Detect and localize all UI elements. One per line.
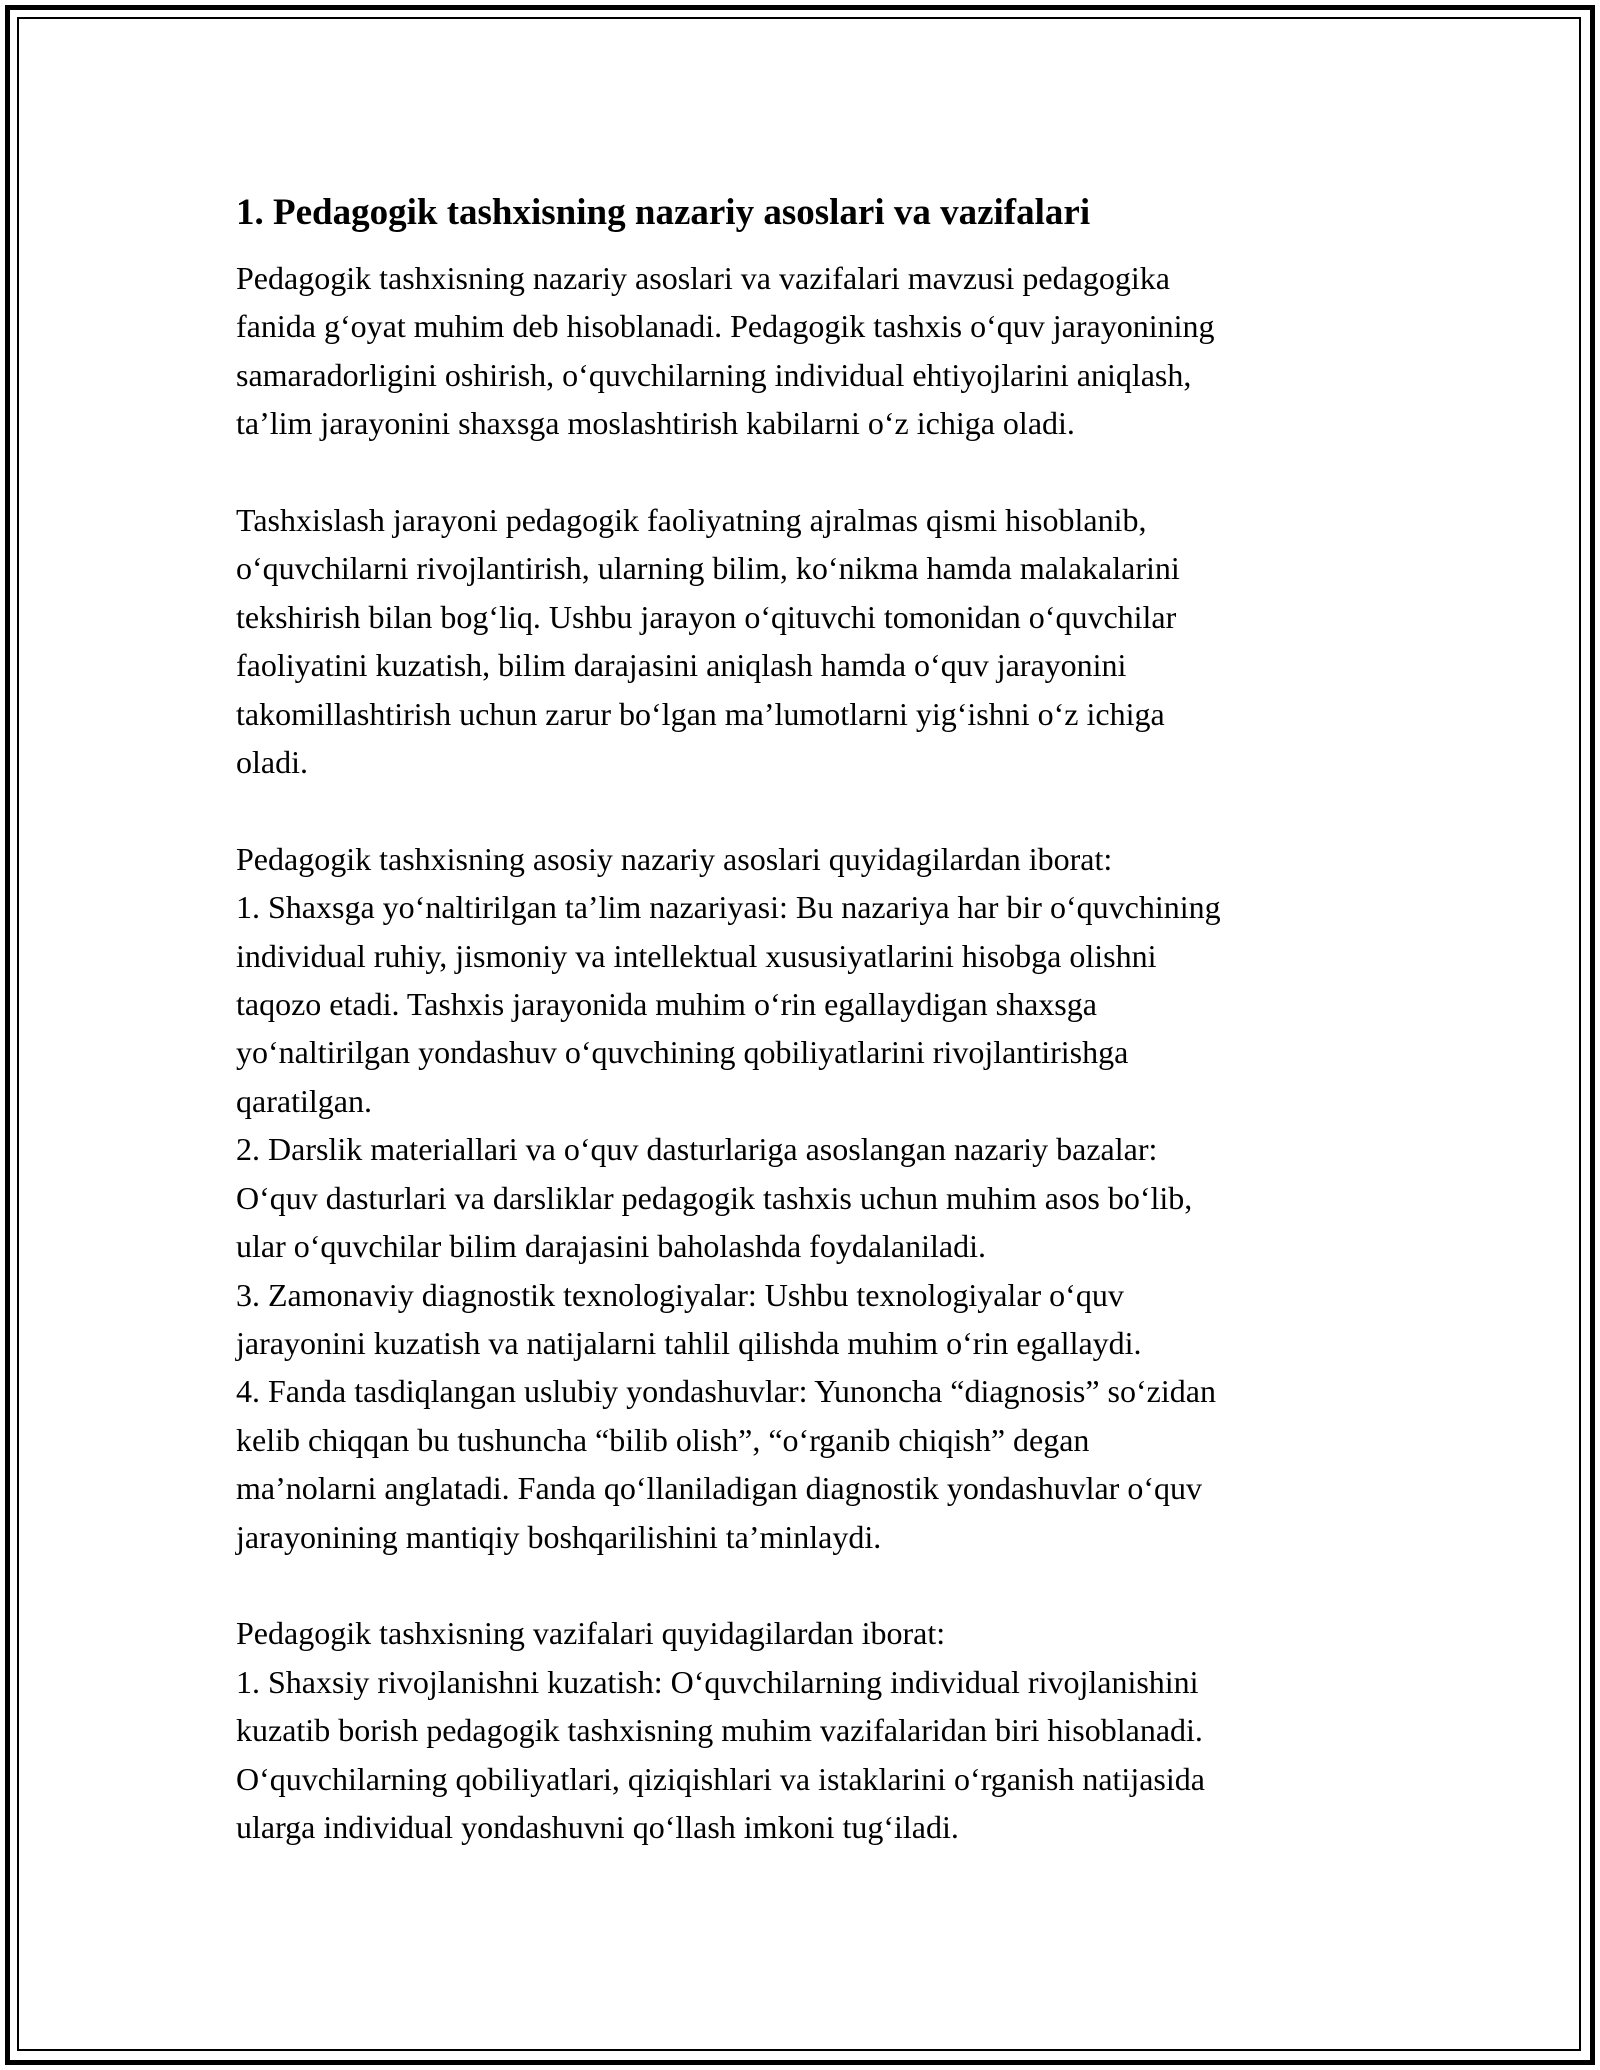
paragraph-theoretical-foundations <box>236 835 1416 1561</box>
list-item-line: taqozo etadi. Tashxis jarayonida muhim o‘rin egallaydigan shaxsga <box>236 986 1097 1023</box>
text-line: tekshirish bilan bog‘liq. Ushbu jarayon o‘qituvchi tomonidan o‘quvchilar <box>236 598 1177 635</box>
list-item-line: ular o‘quvchilar bilim darajasini baholashda foydalaniladi. <box>236 1228 986 1265</box>
document-body <box>236 188 1416 1851</box>
list-item-line: jarayonining mantiqiy boshqarilishini ta’minlaydi. <box>236 1518 882 1555</box>
list-item-line: O‘quvchilarning qobiliyatlari, qiziqishlari va istaklarini o‘rganish natijasida <box>236 1760 1205 1797</box>
list-item-line: 4. Fanda tasdiqlangan uslubiy yondashuvlar: Yunoncha “diagnosis” so‘zidan <box>236 1373 1216 1410</box>
list-item-line: 3. Zamonaviy diagnostik texnologiyalar: Ushbu texnologiyalar o‘quv <box>236 1276 1124 1313</box>
paragraph-intro <box>236 254 1416 448</box>
list-item-line: 2. Darslik materiallari va o‘quv dasturlariga asoslangan nazariy bazalar: <box>236 1131 1158 1168</box>
section-title: 1. Pedagogik tashxisning nazariy asoslari va vazifalari <box>236 192 1091 233</box>
text-line: fanida g‘oyat muhim deb hisoblanadi. Pedagogik tashxis o‘quv jarayonining <box>236 308 1215 345</box>
paragraph-process <box>236 496 1416 786</box>
list-item-line: 1. Shaxsiy rivojlanishni kuzatish: O‘quvchilarning individual rivojlanishini <box>236 1663 1199 1700</box>
list-item-line: O‘quv dasturlari va darsliklar pedagogik tashxis uchun muhim asos bo‘lib, <box>236 1179 1193 1216</box>
list-item-line: kelib chiqqan bu tushuncha “bilib olish”, “o‘rganib chiqish” degan <box>236 1421 1090 1458</box>
list-item-line: qaratilgan. <box>236 1082 372 1119</box>
paragraph-tasks <box>236 1609 1416 1851</box>
text-line: o‘quvchilarni rivojlantirish, ularning bilim, ko‘nikma hamda malakalarini <box>236 550 1180 587</box>
text-line: takomillashtirish uchun zarur bo‘lgan ma’lumotlarni yig‘ishni o‘z ichiga <box>236 695 1165 732</box>
list-item-line: ularga individual yondashuvni qo‘llash imkoni tug‘iladi. <box>236 1808 959 1845</box>
list-item-line: 1. Shaxsga yo‘naltirilgan ta’lim nazariyasi: Bu nazariya har bir o‘quvchining <box>236 889 1221 926</box>
text-line: Tashxislash jarayoni pedagogik faoliyatning ajralmas qismi hisoblanib, <box>236 502 1147 539</box>
text-line: Pedagogik tashxisning asosiy nazariy asoslari quyidagilardan iborat: <box>236 840 1113 877</box>
list-item-line: jarayonini kuzatish va natijalarni tahlil qilishda muhim o‘rin egallaydi. <box>236 1324 1142 1361</box>
text-line: oladi. <box>236 744 308 781</box>
list-item-line: individual ruhiy, jismoniy va intellektual xususiyatlarini hisobga olishni <box>236 937 1157 974</box>
list-item-line: yo‘naltirilgan yondashuv o‘quvchining qobiliyatlarini rivojlantirishga <box>236 1034 1129 1071</box>
list-item-line: ma’nolarni anglatadi. Fanda qo‘llaniladigan diagnostik yondashuvlar o‘quv <box>236 1470 1202 1507</box>
text-line: faoliyatini kuzatish, bilim darajasini aniqlash hamda o‘quv jarayonini <box>236 647 1127 684</box>
list-item-line: kuzatib borish pedagogik tashxisning muhim vazifalaridan biri hisoblanadi. <box>236 1712 1203 1749</box>
text-line: Pedagogik tashxisning nazariy asoslari va vazifalari mavzusi pedagogika <box>236 260 1170 296</box>
text-line: Pedagogik tashxisning vazifalari quyidagilardan iborat: <box>236 1615 946 1652</box>
text-line: samaradorligini oshirish, o‘quvchilarning individual ehtiyojlarini aniqlash, <box>236 356 1192 393</box>
text-line: ta’lim jarayonini shaxsga moslashtirish kabilarni o‘z ichiga oladi. <box>236 405 1075 442</box>
